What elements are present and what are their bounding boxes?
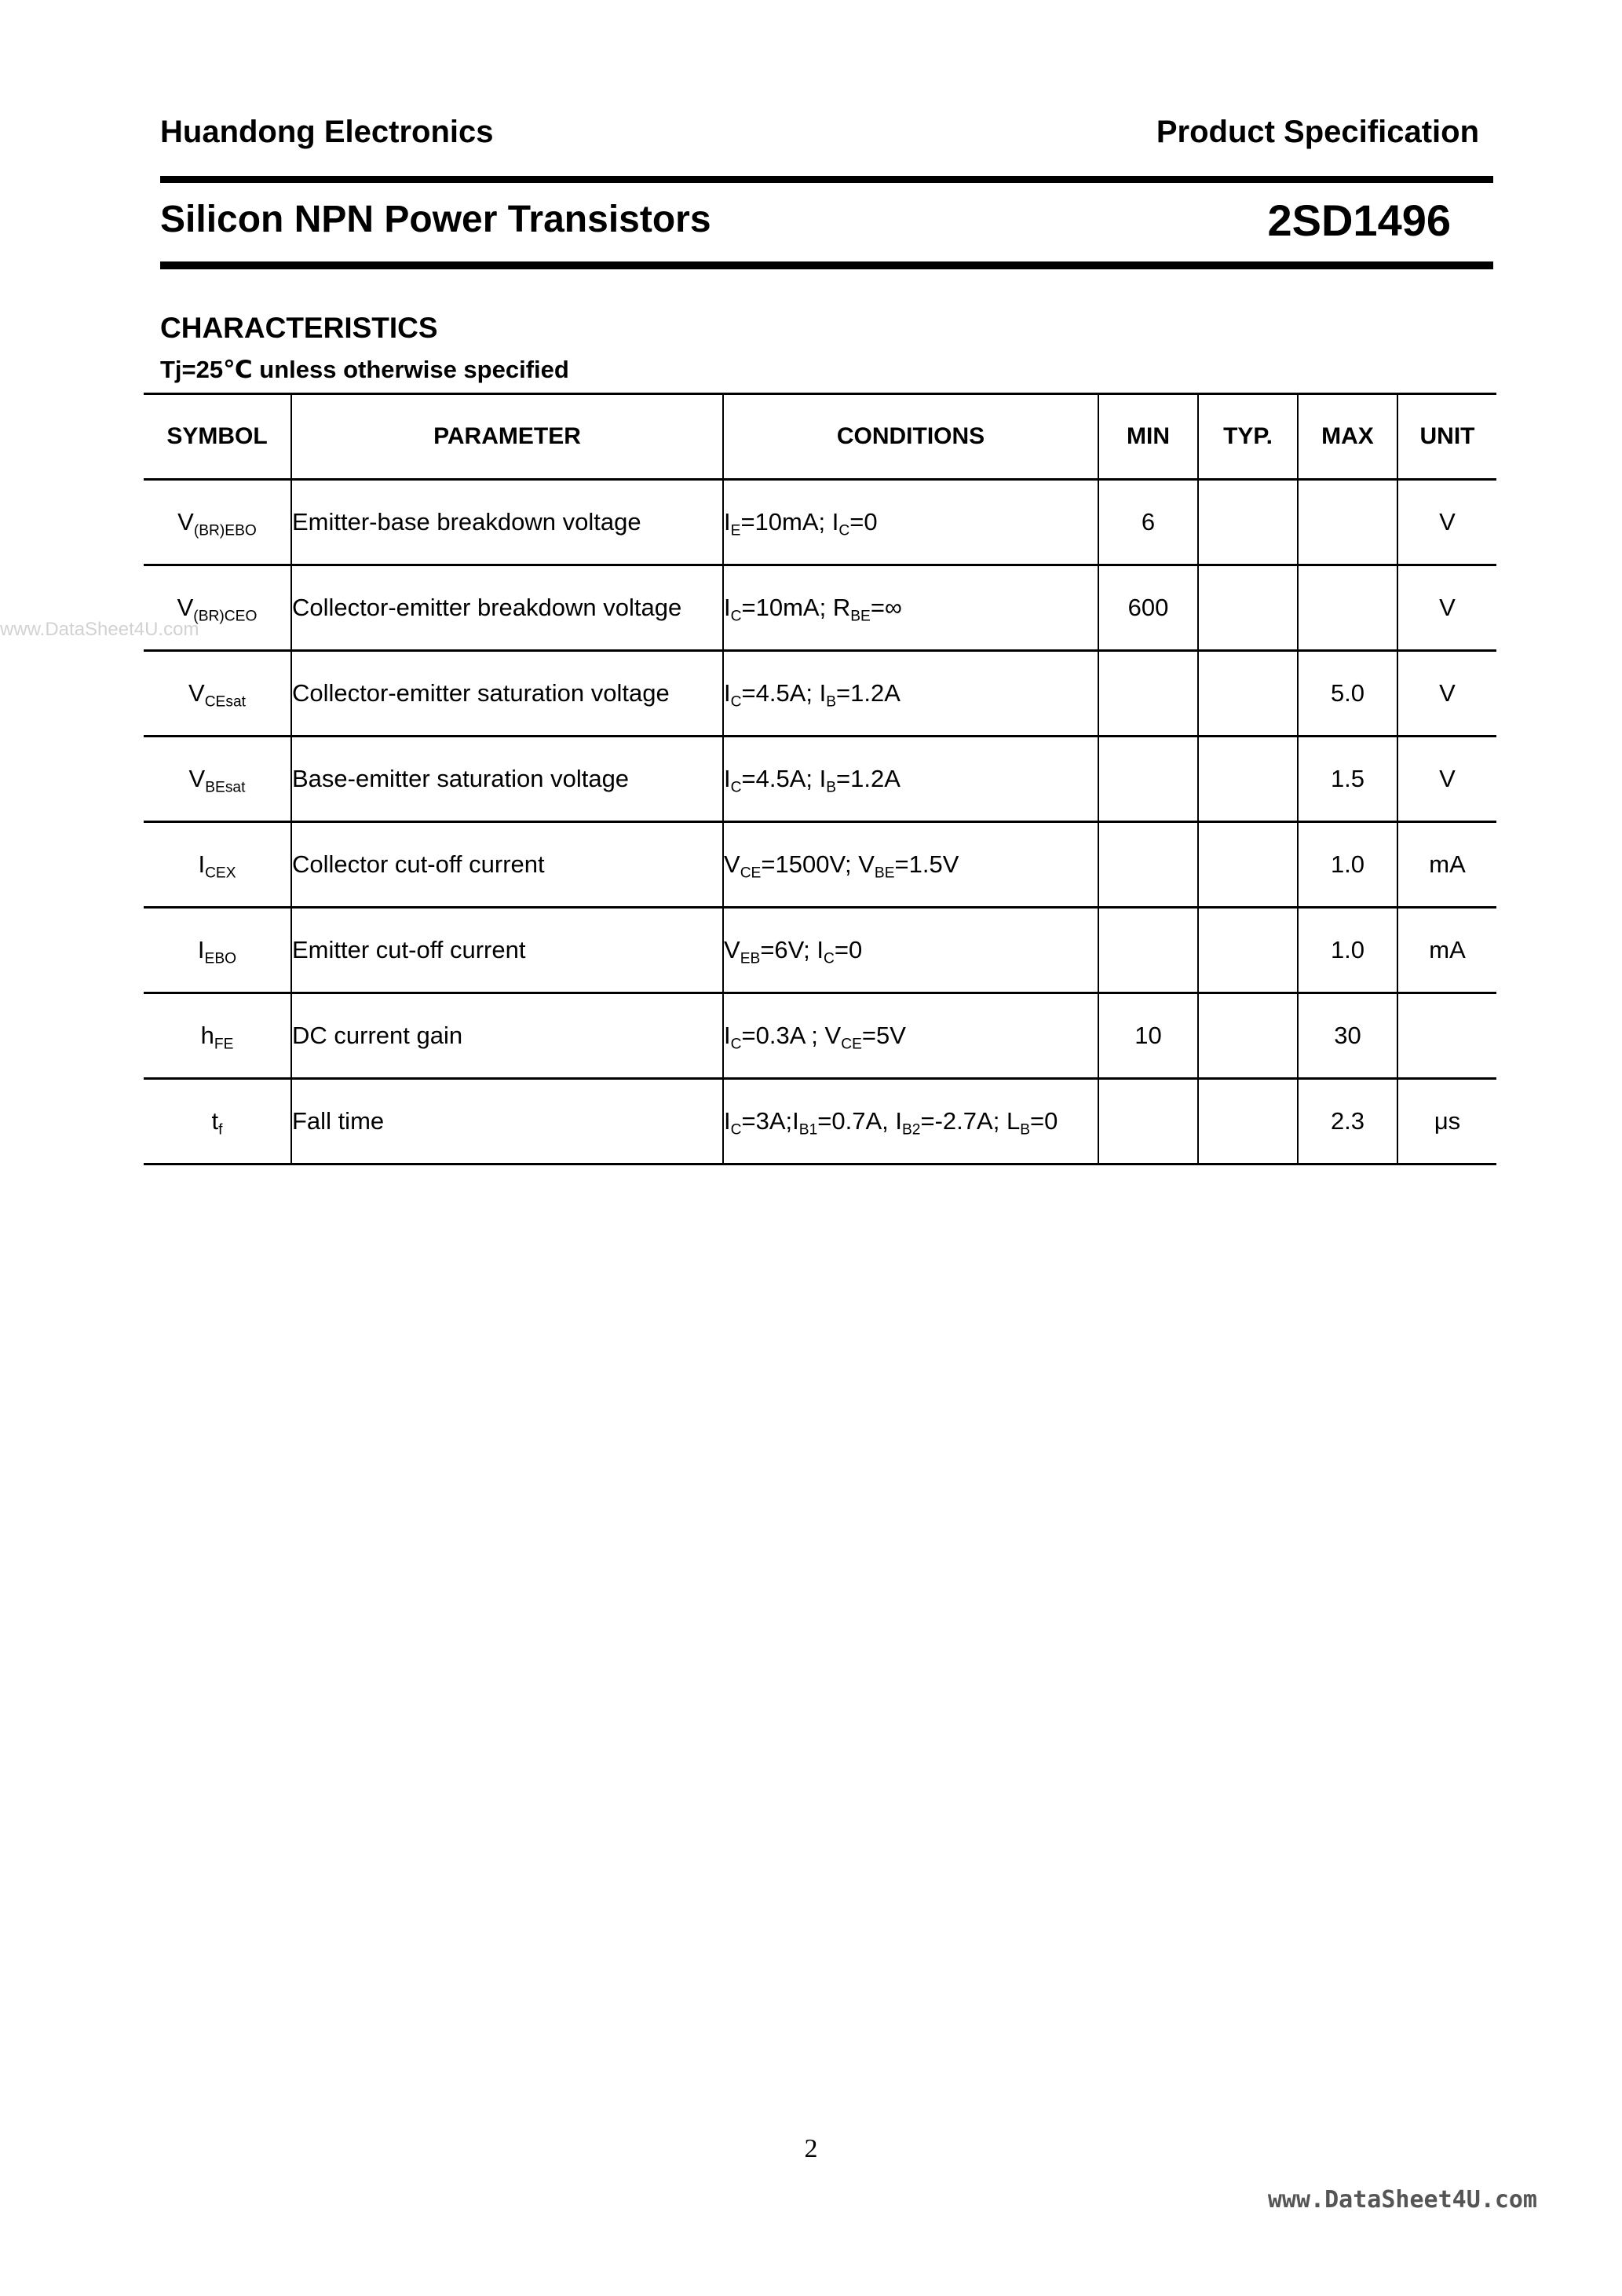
condition-subscript: C [730, 693, 742, 711]
symbol-subscript: BEsat [205, 779, 246, 796]
table-header-row [144, 394, 1496, 480]
condition-value: =0 [834, 936, 863, 963]
min-cell [1098, 908, 1198, 993]
parameter-cell: Collector-emitter saturation voltage [291, 651, 723, 737]
condition-value: =0.7A, [817, 1107, 896, 1135]
condition-var: L [1006, 1107, 1021, 1135]
condition-subscript: CE [740, 865, 762, 882]
min-cell [1098, 1079, 1198, 1164]
conditions-cell [723, 908, 1098, 993]
table-row [144, 908, 1496, 993]
unit-cell: V [1397, 480, 1496, 565]
header-conditions: CONDITIONS [723, 394, 1098, 480]
header-min: MIN [1098, 394, 1198, 480]
unit-cell: V [1397, 737, 1496, 822]
unit-cell: mA [1397, 908, 1496, 993]
condition-var: I [816, 936, 824, 963]
condition-var: V [724, 850, 740, 878]
symbol-subscript: (BR)EBO [193, 522, 257, 539]
condition-subscript: CE [841, 1036, 862, 1053]
max-cell [1298, 480, 1397, 565]
condition-value: =6V; [760, 936, 817, 963]
header-symbol: SYMBOL [144, 394, 291, 480]
max-cell: 30 [1298, 993, 1397, 1079]
condition-subscript: BE [874, 865, 895, 882]
condition-value: =0 [849, 508, 878, 536]
condition-var: I [819, 679, 827, 707]
product-title: Silicon NPN Power Transistors [160, 199, 711, 240]
header-unit: UNIT [1397, 394, 1496, 480]
symbol-subscript: FE [214, 1036, 234, 1053]
watermark: www.DataSheet4U.com [0, 619, 199, 640]
condition-subscript: B [1020, 1121, 1030, 1139]
symbol-subscript: CEX [205, 865, 236, 882]
condition-value: =-2.7A; [920, 1107, 1006, 1135]
conditions-cell [723, 565, 1098, 651]
symbol-cell [144, 565, 291, 651]
header-parameter: PARAMETER [291, 394, 723, 480]
symbol-subscript: (BR)CEO [193, 608, 258, 625]
symbol-main: t [211, 1107, 219, 1135]
min-cell: 10 [1098, 993, 1198, 1079]
max-cell: 1.5 [1298, 737, 1397, 822]
part-number: 2SD1496 [1267, 196, 1451, 245]
parameter-cell: Collector cut-off current [291, 822, 723, 908]
max-cell: 1.0 [1298, 822, 1397, 908]
condition-subscript: C [824, 950, 835, 967]
table-row [144, 651, 1496, 737]
symbol-cell [144, 993, 291, 1079]
table-row [144, 822, 1496, 908]
table-row [144, 993, 1496, 1079]
unit-cell: μs [1397, 1079, 1496, 1164]
typ-cell [1198, 565, 1298, 651]
condition-value: =5V [861, 1022, 906, 1049]
header-typ: TYP. [1198, 394, 1298, 480]
symbol-main: V [188, 765, 206, 792]
condition-var: I [792, 1107, 799, 1135]
condition-subscript: C [730, 779, 742, 796]
condition-var: I [895, 1107, 902, 1135]
condition-var: I [819, 765, 827, 792]
parameter-cell: Emitter-base breakdown voltage [291, 480, 723, 565]
condition-var: V [724, 936, 740, 963]
max-cell: 5.0 [1298, 651, 1397, 737]
typ-cell [1198, 480, 1298, 565]
table-row [144, 1079, 1496, 1164]
condition-value: =3A; [741, 1107, 793, 1135]
symbol-subscript: f [218, 1121, 223, 1139]
typ-cell [1198, 993, 1298, 1079]
condition-subscript: C [838, 522, 850, 539]
conditions-cell [723, 651, 1098, 737]
condition-subscript: B [826, 693, 837, 711]
typ-cell [1198, 822, 1298, 908]
header-rule-bottom [160, 261, 1493, 269]
condition-var: I [724, 508, 731, 536]
condition-subscript: C [730, 608, 742, 625]
symbol-cell [144, 480, 291, 565]
condition-value: =4.5A; [741, 765, 820, 792]
parameter-cell: Emitter cut-off current [291, 908, 723, 993]
condition-var: I [724, 679, 731, 707]
characteristics-table [144, 393, 1496, 1165]
condition-subscript: EB [740, 950, 761, 967]
symbol-subscript: EBO [204, 950, 237, 967]
conditions-cell [723, 480, 1098, 565]
condition-subscript: E [730, 522, 741, 539]
unit-cell [1397, 993, 1496, 1079]
symbol-main: V [177, 594, 194, 621]
unit-cell: V [1397, 565, 1496, 651]
unit-cell: mA [1397, 822, 1496, 908]
section-heading: CHARACTERISTICS [160, 312, 438, 344]
condition-value: =0 [1030, 1107, 1058, 1135]
condition-var: I [724, 594, 731, 621]
typ-cell [1198, 737, 1298, 822]
condition-subscript: B1 [798, 1121, 818, 1139]
header-rule-top [160, 176, 1493, 183]
symbol-cell [144, 651, 291, 737]
conditions-cell [723, 822, 1098, 908]
symbol-cell [144, 822, 291, 908]
condition-value: =4.5A; [741, 679, 820, 707]
condition-subscript: C [730, 1036, 742, 1053]
parameter-cell: Base-emitter saturation voltage [291, 737, 723, 822]
condition-value: =1.5V [894, 850, 959, 878]
conditions-cell [723, 1079, 1098, 1164]
symbol-subscript: CEsat [204, 693, 246, 711]
table-row [144, 737, 1496, 822]
symbol-main: V [177, 508, 194, 536]
min-cell [1098, 822, 1198, 908]
document-type: Product Specification [1156, 115, 1479, 149]
table-row [144, 565, 1496, 651]
condition-value: =1.2A [836, 679, 901, 707]
min-cell [1098, 737, 1198, 822]
condition-var: I [724, 1022, 731, 1049]
condition-value: =10mA; [741, 594, 833, 621]
page-number: 2 [804, 2134, 818, 2163]
parameter-cell: DC current gain [291, 993, 723, 1079]
test-condition-note: Tj=25℃ unless otherwise specified [160, 356, 569, 383]
min-cell [1098, 651, 1198, 737]
conditions-cell [723, 737, 1098, 822]
condition-var: V [824, 1022, 842, 1049]
max-cell: 1.0 [1298, 908, 1397, 993]
min-cell: 600 [1098, 565, 1198, 651]
condition-value: =∞ [870, 594, 903, 621]
symbol-main: h [200, 1022, 214, 1049]
min-cell: 6 [1098, 480, 1198, 565]
symbol-main: I [198, 850, 206, 878]
condition-subscript: B2 [902, 1121, 921, 1139]
symbol-cell [144, 1079, 291, 1164]
symbol-main: I [197, 936, 205, 963]
typ-cell [1198, 651, 1298, 737]
table-row [144, 480, 1496, 565]
parameter-cell: Collector-emitter breakdown voltage [291, 565, 723, 651]
condition-var: I [831, 508, 839, 536]
unit-cell: V [1397, 651, 1496, 737]
condition-value: =1.2A [836, 765, 901, 792]
symbol-cell [144, 737, 291, 822]
condition-value: =0.3A ; [741, 1022, 825, 1049]
company-name: Huandong Electronics [160, 115, 494, 149]
max-cell: 2.3 [1298, 1079, 1397, 1164]
condition-subscript: BE [850, 608, 871, 625]
condition-subscript: B [826, 779, 837, 796]
condition-var: R [832, 594, 851, 621]
condition-value: =10mA; [740, 508, 832, 536]
footer-url: www.DataSheet4U.com [1267, 2186, 1537, 2214]
header-max: MAX [1298, 394, 1397, 480]
symbol-cell [144, 908, 291, 993]
condition-subscript: C [730, 1121, 742, 1139]
condition-value: =1500V; [761, 850, 859, 878]
parameter-cell: Fall time [291, 1079, 723, 1164]
typ-cell [1198, 908, 1298, 993]
condition-var: V [858, 850, 875, 878]
max-cell [1298, 565, 1397, 651]
condition-var: I [724, 765, 731, 792]
condition-var: I [724, 1107, 731, 1135]
symbol-main: V [188, 679, 205, 707]
conditions-cell [723, 993, 1098, 1079]
typ-cell [1198, 1079, 1298, 1164]
